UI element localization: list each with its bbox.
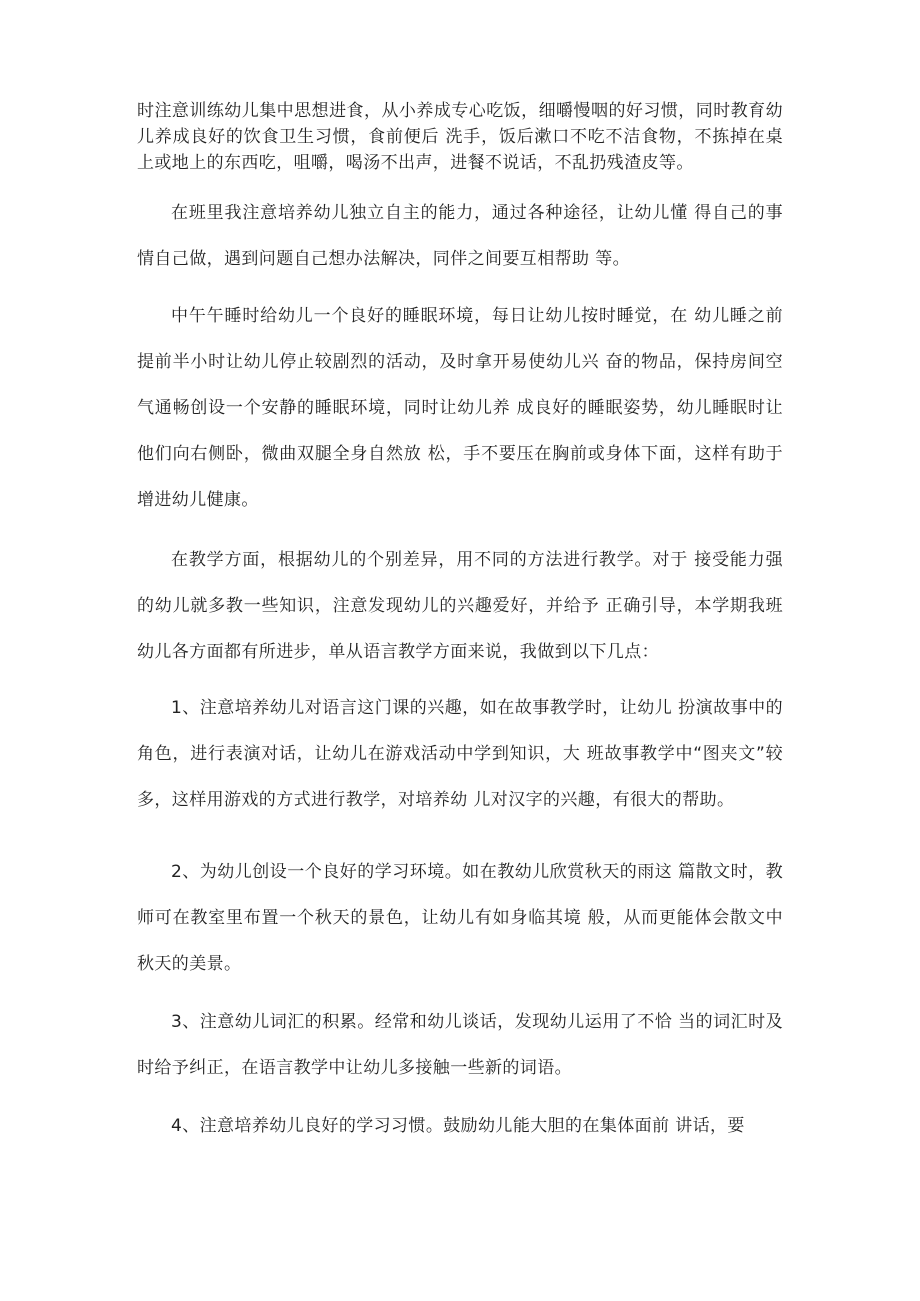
paragraph-nap-time: 中午午睡时给幼儿一个良好的睡眠环境，每日让幼儿按时睡觉，在 幼儿睡之前提前半小时让幼儿停止较剧烈的活动，及时拿开易使幼儿兴 奋的物品，保持房间空气通畅创设一个安静的睡眠环境，同时让幼儿养 成良好的睡眠姿势，幼儿睡眠时让他们向右侧卧，微曲双腿全身自然放 松，手不要压在胸前或身体下面，这样有助于增进幼儿健康。 xyxy=(137,306,783,510)
document-body xyxy=(137,98,783,1149)
paragraph-point-1: 1、注意培养幼儿对语言这门课的兴趣，如在故事教学时，让幼儿 扮演故事中的角色，进行表演对话，让幼儿在游戏活动中学到知识，大 班故事教学中“图夹文”较多，这样用游戏的方式进行教学，对培养幼 儿对汉字的兴趣，有很大的帮助。 xyxy=(137,698,783,810)
paragraph-independence: 在班里我注意培养幼儿独立自主的能力，通过各种途径，让幼儿懂 得自己的事情自己做，遇到问题自己想办法解决，同伴之间要互相帮助 等。 xyxy=(137,203,783,269)
paragraph-point-3: 3、注意幼儿词汇的积累。经常和幼儿谈话，发现幼儿运用了不恰 当的词汇时及时给予纠正，在语言教学中让幼儿多接触一些新的词语。 xyxy=(137,1012,783,1078)
paragraph-point-4: 4、注意培养幼儿良好的学习习惯。鼓励幼儿能大胆的在集体面前 讲话，要 xyxy=(171,1116,745,1136)
paragraph-point-2: 2、为幼儿创设一个良好的学习环境。如在教幼儿欣赏秋天的雨这 篇散文时，教师可在教室里布置一个秋天的景色，让幼儿有如身临其境 般，从而更能体会散文中秋天的美景。 xyxy=(137,862,783,974)
paragraph-teaching: 在教学方面，根据幼儿的个别差异，用不同的方法进行教学。对于 接受能力强的幼儿就多教一些知识，注意发现幼儿的兴趣爱好，并给予 正确引导，本学期我班幼儿各方面都有所进步，单从语言教学方面来说，我做到以下几点： xyxy=(137,550,783,662)
paragraph-eating-habits: 时注意训练幼儿集中思想进食，从小养成专心吃饭，细嚼慢咽的好习惯，同时教育幼儿养成良好的饮食卫生习惯，食前便后 洗手，饭后漱口不吃不洁食物，不拣掉在桌上或地上的东西吃，咀嚼，喝汤不出声，进餐不说话，不乱扔残渣皮等。 xyxy=(137,101,783,173)
